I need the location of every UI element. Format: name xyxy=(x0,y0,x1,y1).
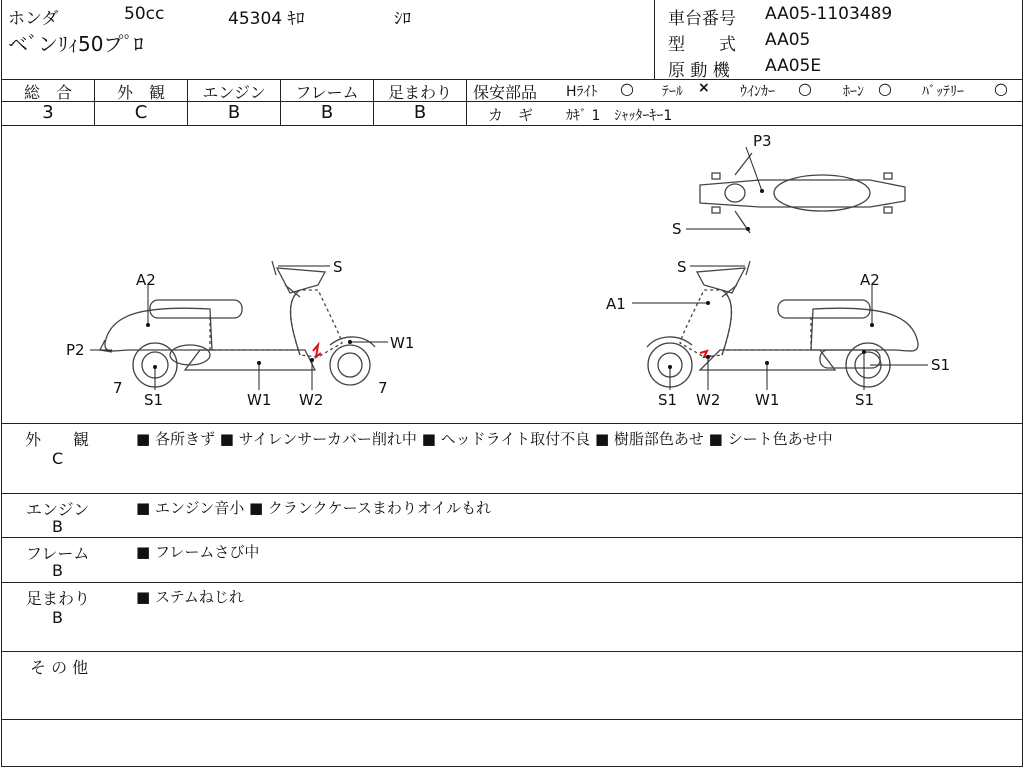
grade-value-exterior: C xyxy=(134,102,148,123)
remark-engine-text: ■ エンジン音小 ■ クランクケースまわりオイルもれ xyxy=(136,499,492,517)
displacement: 50cc xyxy=(124,4,165,24)
label-p3: P3 xyxy=(753,132,772,150)
diagram-bottom-line xyxy=(1,423,1022,424)
remark-suspension-text: ■ ステムねじれ xyxy=(136,588,244,606)
grade-header-overall: 総 合 xyxy=(23,83,72,102)
engine-type-label: 原 動 機 xyxy=(668,61,730,81)
remark-exterior-grade: C xyxy=(52,449,64,468)
label-s1-left: S1 xyxy=(144,391,164,409)
tail-label: ﾃｰﾙ xyxy=(662,84,683,100)
grade-value-suspension: B xyxy=(413,102,427,123)
grade-divider xyxy=(466,79,467,125)
label-s-left: S xyxy=(333,258,343,276)
horn-label: ﾎｰﾝ xyxy=(843,84,864,100)
remark-suspension-label: 足まわり xyxy=(26,589,91,608)
remark-frame-grade: B xyxy=(52,561,63,580)
label-7-left-front: 7 xyxy=(378,379,388,397)
label-w2-left: W2 xyxy=(299,391,324,409)
battery-label: ﾊﾞｯﾃﾘｰ xyxy=(922,84,964,100)
remark-divider xyxy=(1,651,1022,652)
label-7-left-rear: 7 xyxy=(113,379,123,397)
remark-exterior-label: 外 観 xyxy=(25,430,90,449)
type-label: 型 式 xyxy=(668,35,736,55)
maker: ホンダ xyxy=(8,9,59,29)
winker-label: ｳｲﾝｶｰ xyxy=(740,84,775,100)
label-s1-right-rear: S1 xyxy=(931,356,951,374)
remark-engine-grade: B xyxy=(52,517,63,536)
label-a1: A1 xyxy=(606,295,626,313)
remark-other-label: そ の 他 xyxy=(30,658,89,677)
label-s-top: S xyxy=(672,220,682,238)
grade-value-frame: B xyxy=(320,102,334,123)
engine-type-value: AA05E xyxy=(765,56,822,76)
horn-mark: ○ xyxy=(878,79,892,98)
remark-divider xyxy=(1,719,1022,720)
keys-label: カ ギ xyxy=(488,106,534,124)
tail-mark: × xyxy=(698,80,710,96)
label-s-right: S xyxy=(677,258,687,276)
label-a2-left: A2 xyxy=(136,271,156,289)
remark-suspension-grade: B xyxy=(52,608,63,627)
label-w1-right: W1 xyxy=(755,391,780,409)
label-w2-right: W2 xyxy=(696,391,721,409)
safety-label: 保安部品 xyxy=(473,83,538,102)
mileage: 45304 ｷﾛ xyxy=(228,9,305,29)
scooter-top-view xyxy=(700,153,905,233)
grade-header-suspension: 足まわり xyxy=(387,83,452,102)
model-name: ベﾞンﾘｨ50プﾟﾛ xyxy=(8,32,144,56)
grade-header-exterior: 外 観 xyxy=(116,83,165,102)
grade-value-overall: 3 xyxy=(42,102,54,123)
remark-frame-label: フレーム xyxy=(26,544,90,563)
grade-value-engine: B xyxy=(227,102,241,123)
remark-divider xyxy=(1,537,1022,538)
remark-frame-text: ■ フレームさび中 xyxy=(136,543,260,561)
label-w1-left-front: W1 xyxy=(390,334,415,352)
remark-divider xyxy=(1,582,1022,583)
headlight-label: Hﾗｲﾄ xyxy=(566,84,598,100)
label-s1-right-front: S1 xyxy=(658,391,678,409)
frame-no-value: AA05-1103489 xyxy=(765,4,893,24)
type-value: AA05 xyxy=(765,30,811,50)
headlight-mark: ○ xyxy=(620,79,634,98)
color: ｼﾛ xyxy=(394,9,411,29)
keys-value: ｶｷﾞ 1 ｼｬｯﾀｰｷｰ1 xyxy=(566,108,673,124)
frame-no-label: 車台番号 xyxy=(668,9,736,29)
remark-exterior-text: ■ 各所きず ■ サイレンサーカバー削れ中 ■ ヘッドライト取付不良 ■ 樹脂部色あせ ■ シート色あせ中 xyxy=(136,430,833,448)
battery-mark: ○ xyxy=(994,79,1008,98)
remark-divider xyxy=(1,493,1022,494)
remark-engine-label: エンジン xyxy=(26,500,90,519)
label-w1-left: W1 xyxy=(247,391,272,409)
label-s1-right-bottom: S1 xyxy=(855,391,875,409)
label-p2: P2 xyxy=(66,341,85,359)
grade-header-engine: エンジン xyxy=(202,83,266,102)
label-a2-right: A2 xyxy=(860,271,880,289)
header-divider xyxy=(654,0,655,79)
grade-header-frame: フレーム xyxy=(295,83,359,102)
damage-diagram xyxy=(0,125,1024,425)
winker-mark: ○ xyxy=(798,79,812,98)
